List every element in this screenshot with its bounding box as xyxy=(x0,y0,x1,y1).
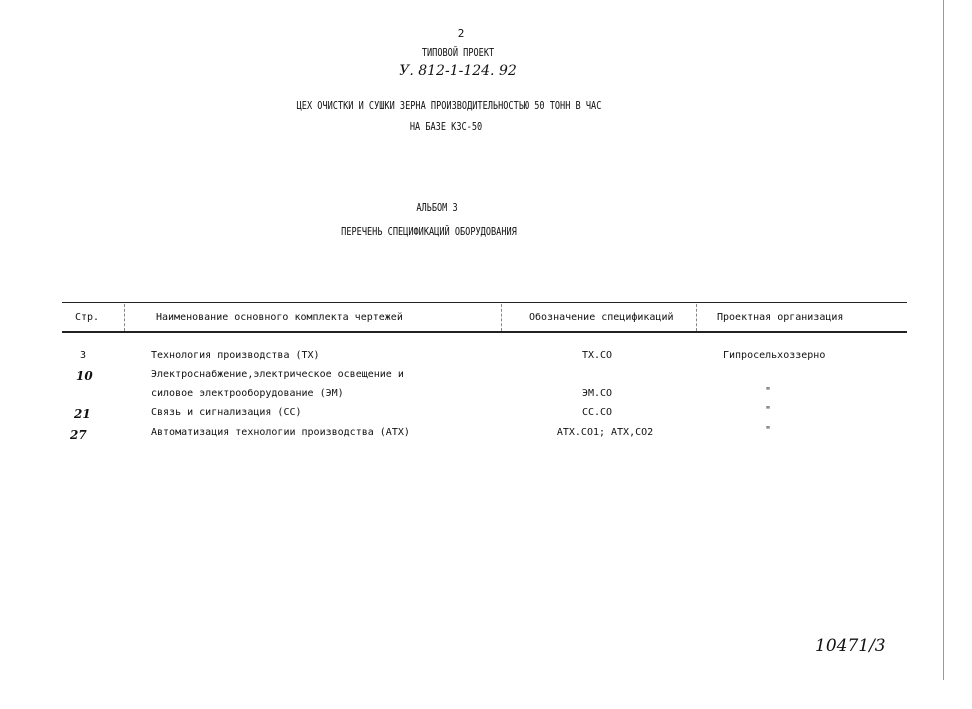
row-page: 3 xyxy=(80,350,87,361)
row-org: " xyxy=(765,425,772,436)
document-title-line1: ЦЕХ ОЧИСТКИ И СУШКИ ЗЕРНА ПРОИЗВОДИТЕЛЬНОСТЬЮ 50 ТОНН В ЧАС xyxy=(296,99,602,112)
row-name: Автоматизация технологии производства (АТХ) xyxy=(151,427,410,438)
scan-border-line xyxy=(943,0,944,680)
album-label: АЛЬБОМ 3 xyxy=(416,201,458,214)
row-org: " xyxy=(765,386,772,397)
row-name-continued: силовое электрооборудование (ЭМ) xyxy=(151,388,344,399)
column-header-org: Проектная организация xyxy=(717,312,844,323)
row-name: Связь и сигнализация (СС) xyxy=(151,407,302,418)
row-page: 27 xyxy=(70,428,87,442)
table-header-rule xyxy=(62,331,907,333)
row-name: Электроснабжение,электрическое освещение и xyxy=(151,369,404,380)
list-title: ПЕРЕЧЕНЬ СПЕЦИФИКАЦИЙ ОБОРУДОВАНИЯ xyxy=(341,225,517,238)
column-separator xyxy=(501,304,502,331)
column-header-name: Наименование основного комплекта чертежей xyxy=(156,312,403,323)
row-spec: СС.СО xyxy=(581,407,613,418)
column-separator xyxy=(124,304,125,331)
row-spec: ТХ.СО xyxy=(581,350,613,361)
column-header-page: Стр. xyxy=(75,312,100,323)
row-page: 10 xyxy=(76,369,93,383)
row-org: Гипросельхоззерно xyxy=(723,350,826,361)
row-spec: АТХ.СО1; АТХ,СО2 xyxy=(556,427,654,438)
column-separator xyxy=(696,304,697,331)
row-org: " xyxy=(765,405,772,416)
row-page: 21 xyxy=(74,407,91,421)
row-name: Технология производства (ТХ) xyxy=(151,350,320,361)
project-code: У. 812-1-124. 92 xyxy=(399,63,517,79)
project-label: ТИПОВОЙ ПРОЕКТ xyxy=(421,46,495,59)
row-spec: ЭМ.СО xyxy=(581,388,613,399)
document-title-line2: НА БАЗЕ КЗС-50 xyxy=(409,120,483,133)
handwritten-archive-number: 10471/3 xyxy=(815,636,886,656)
table-top-rule xyxy=(62,302,907,303)
page-number: 2 xyxy=(457,27,465,40)
column-header-spec: Обозначение спецификаций xyxy=(529,312,674,323)
